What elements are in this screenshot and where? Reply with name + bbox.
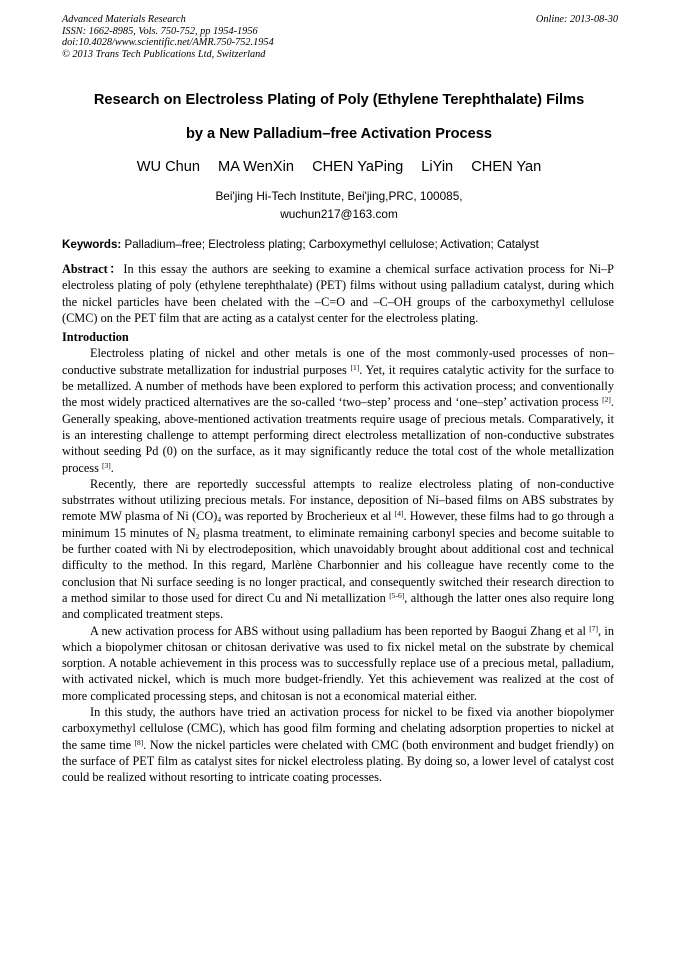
author: WU Chun — [136, 159, 200, 175]
subscript: 4 — [217, 515, 222, 525]
paragraph-text: , although the latter ones also require long and complicated treatment steps. — [62, 590, 614, 622]
affiliation: Bei'jing Hi-Tech Institute, Bei'jing,PRC, 100085, — [215, 189, 463, 203]
paper-body — [62, 261, 614, 786]
author-list — [40, 159, 638, 175]
journal-header — [62, 14, 618, 60]
citation: [3] — [101, 460, 111, 470]
author: CHEN YaPing — [312, 159, 404, 175]
online-date: Online: 2013-08-30 — [535, 14, 618, 25]
abstract-separator: ： — [107, 262, 124, 276]
paper-title-line-2: by a New Palladium–free Activation Process — [185, 126, 493, 142]
citation: [8] — [134, 737, 144, 747]
author: MA WenXin — [218, 159, 295, 175]
abstract — [62, 261, 614, 326]
paper-title-line-1: Research on Electroless Plating of Poly (Ethylene Terephthalate) Films — [93, 92, 585, 108]
paragraph-text: In this study, the authors have tried an activation process for nickel to be fixed via another biopolymer carboxymethyl cellulose (CMC), which has good film forming and chelating adsorption properties to nickel at the same time — [62, 705, 614, 752]
keywords-label: Keywords: — [62, 238, 122, 251]
citation: [4] — [394, 509, 404, 519]
journal-issn: ISSN: 1662-8985, Vols. 750-752, pp 1954-1956 — [62, 25, 258, 37]
keywords — [62, 238, 622, 251]
section-heading-introduction: Introduction — [62, 330, 129, 345]
citation: [2] — [602, 395, 611, 405]
paragraph-text: Electroless plating of nickel and other metals is one of the most commonly-used processes of non–conductive substrate metallization for industrial purposes — [62, 346, 614, 377]
paragraph — [62, 623, 614, 704]
paragraph-text: . Generally speaking, above-mentioned activation treatments require usage of precious metals. Comparatively, it is an interesting challenge to attempt performing direct electroless metallization of non-conductive substrates without seeding Pd (0) on the surface, as it may significantly reduce the total cost of the whole metallization process — [62, 395, 614, 475]
paragraph-text: . Yet, it requires catalytic activity for the surface to be metallized. A number of methods have been explored to perform this activation process; and conventionally the most widely practiced alternatives are the so-called ‘two–step’ process and ‘one–step’ activation process — [62, 362, 614, 410]
paragraph — [62, 345, 614, 475]
citation: [5-6] — [389, 590, 405, 600]
paragraph — [62, 704, 614, 785]
paragraph-text: . — [110, 460, 114, 475]
paragraph-text: . However, these films had to go through a minimum 15 minutes of N — [62, 509, 614, 540]
author-email: wuchun217@163.com — [280, 207, 398, 221]
paragraph — [62, 476, 614, 623]
paragraph-text: , in which a biopolymer chitosan or chitosan derivative was used to fix nickel metal on the substrate by chemical sorption. A notable achievement in this process was to successfully replace use of a precious metal, palladium, with activated nickel, which is much more budget-friendly. Yet this achievement was realized at the cost of more complicated processing steps, and chitosan is not a economical material either. — [62, 623, 614, 703]
journal-doi: doi:10.4028/www.scientific.net/AMR.750-752.1954 — [62, 37, 274, 48]
author: CHEN Yan — [471, 159, 542, 175]
author: LiYin — [421, 159, 454, 175]
subscript: 2 — [195, 531, 200, 541]
paragraph-text: plasma treatment, to eliminate remaining carbonyl species and become suitable to be further coated with Ni by electrodeposition, which unavoidably brought about additional cost and technical difficulty to the method. In this regard, Marlène Charbonnier and his colleague have recently come to the conclusion that Ni surface seeding is no longer practical, and consequently switched their research direction to a method similar to those used for direct Cu and Ni metallization — [62, 525, 614, 605]
journal-name: Advanced Materials Research — [62, 14, 186, 25]
abstract-label: Abstract — [62, 262, 108, 276]
paragraph-text: . Now the nickel particles were chelated with CMC (both environment and budget friendly) on the surface of PET film as catalyst sites for nickel electroless plating. By doing so, a lower level of catalyst cost could be realized without resorting to intricate coating processes. — [62, 737, 614, 785]
citation: [1] — [350, 362, 360, 372]
journal-copyright: © 2013 Trans Tech Publications Ltd, Switzerland — [62, 48, 266, 60]
citation: [7] — [589, 623, 599, 633]
paragraph-text: Recently, there are reportedly successful attempts to realize electroless plating of non-conductive substrrates without utilizing precious metals. For instance, deposition of Ni–based films on ABS substrates by remote MW plasma of Ni (CO) — [62, 476, 614, 524]
keywords-text: Palladium–free; Electroless plating; Carboxymethyl cellulose; Activation; Catalyst — [121, 238, 539, 251]
paragraph-text: A new activation process for ABS without using palladium has been reported by Baogui Zhang et al — [90, 623, 590, 638]
paragraph-text: was reported by Brocherieux et al — [221, 509, 395, 524]
abstract-text: In this essay the authors are seeking to examine a chemical surface activation process for Ni–P electroless plating of poly (ethylene terephthalate) (PET) films without using palladium catalyst, during which the nickel particles have been chelated with the –C=O and –C–OH groups of the carboxymethyl cellulose (CMC) on the PET film that are acting as a catalyst center for the electroless plating. — [62, 262, 614, 325]
